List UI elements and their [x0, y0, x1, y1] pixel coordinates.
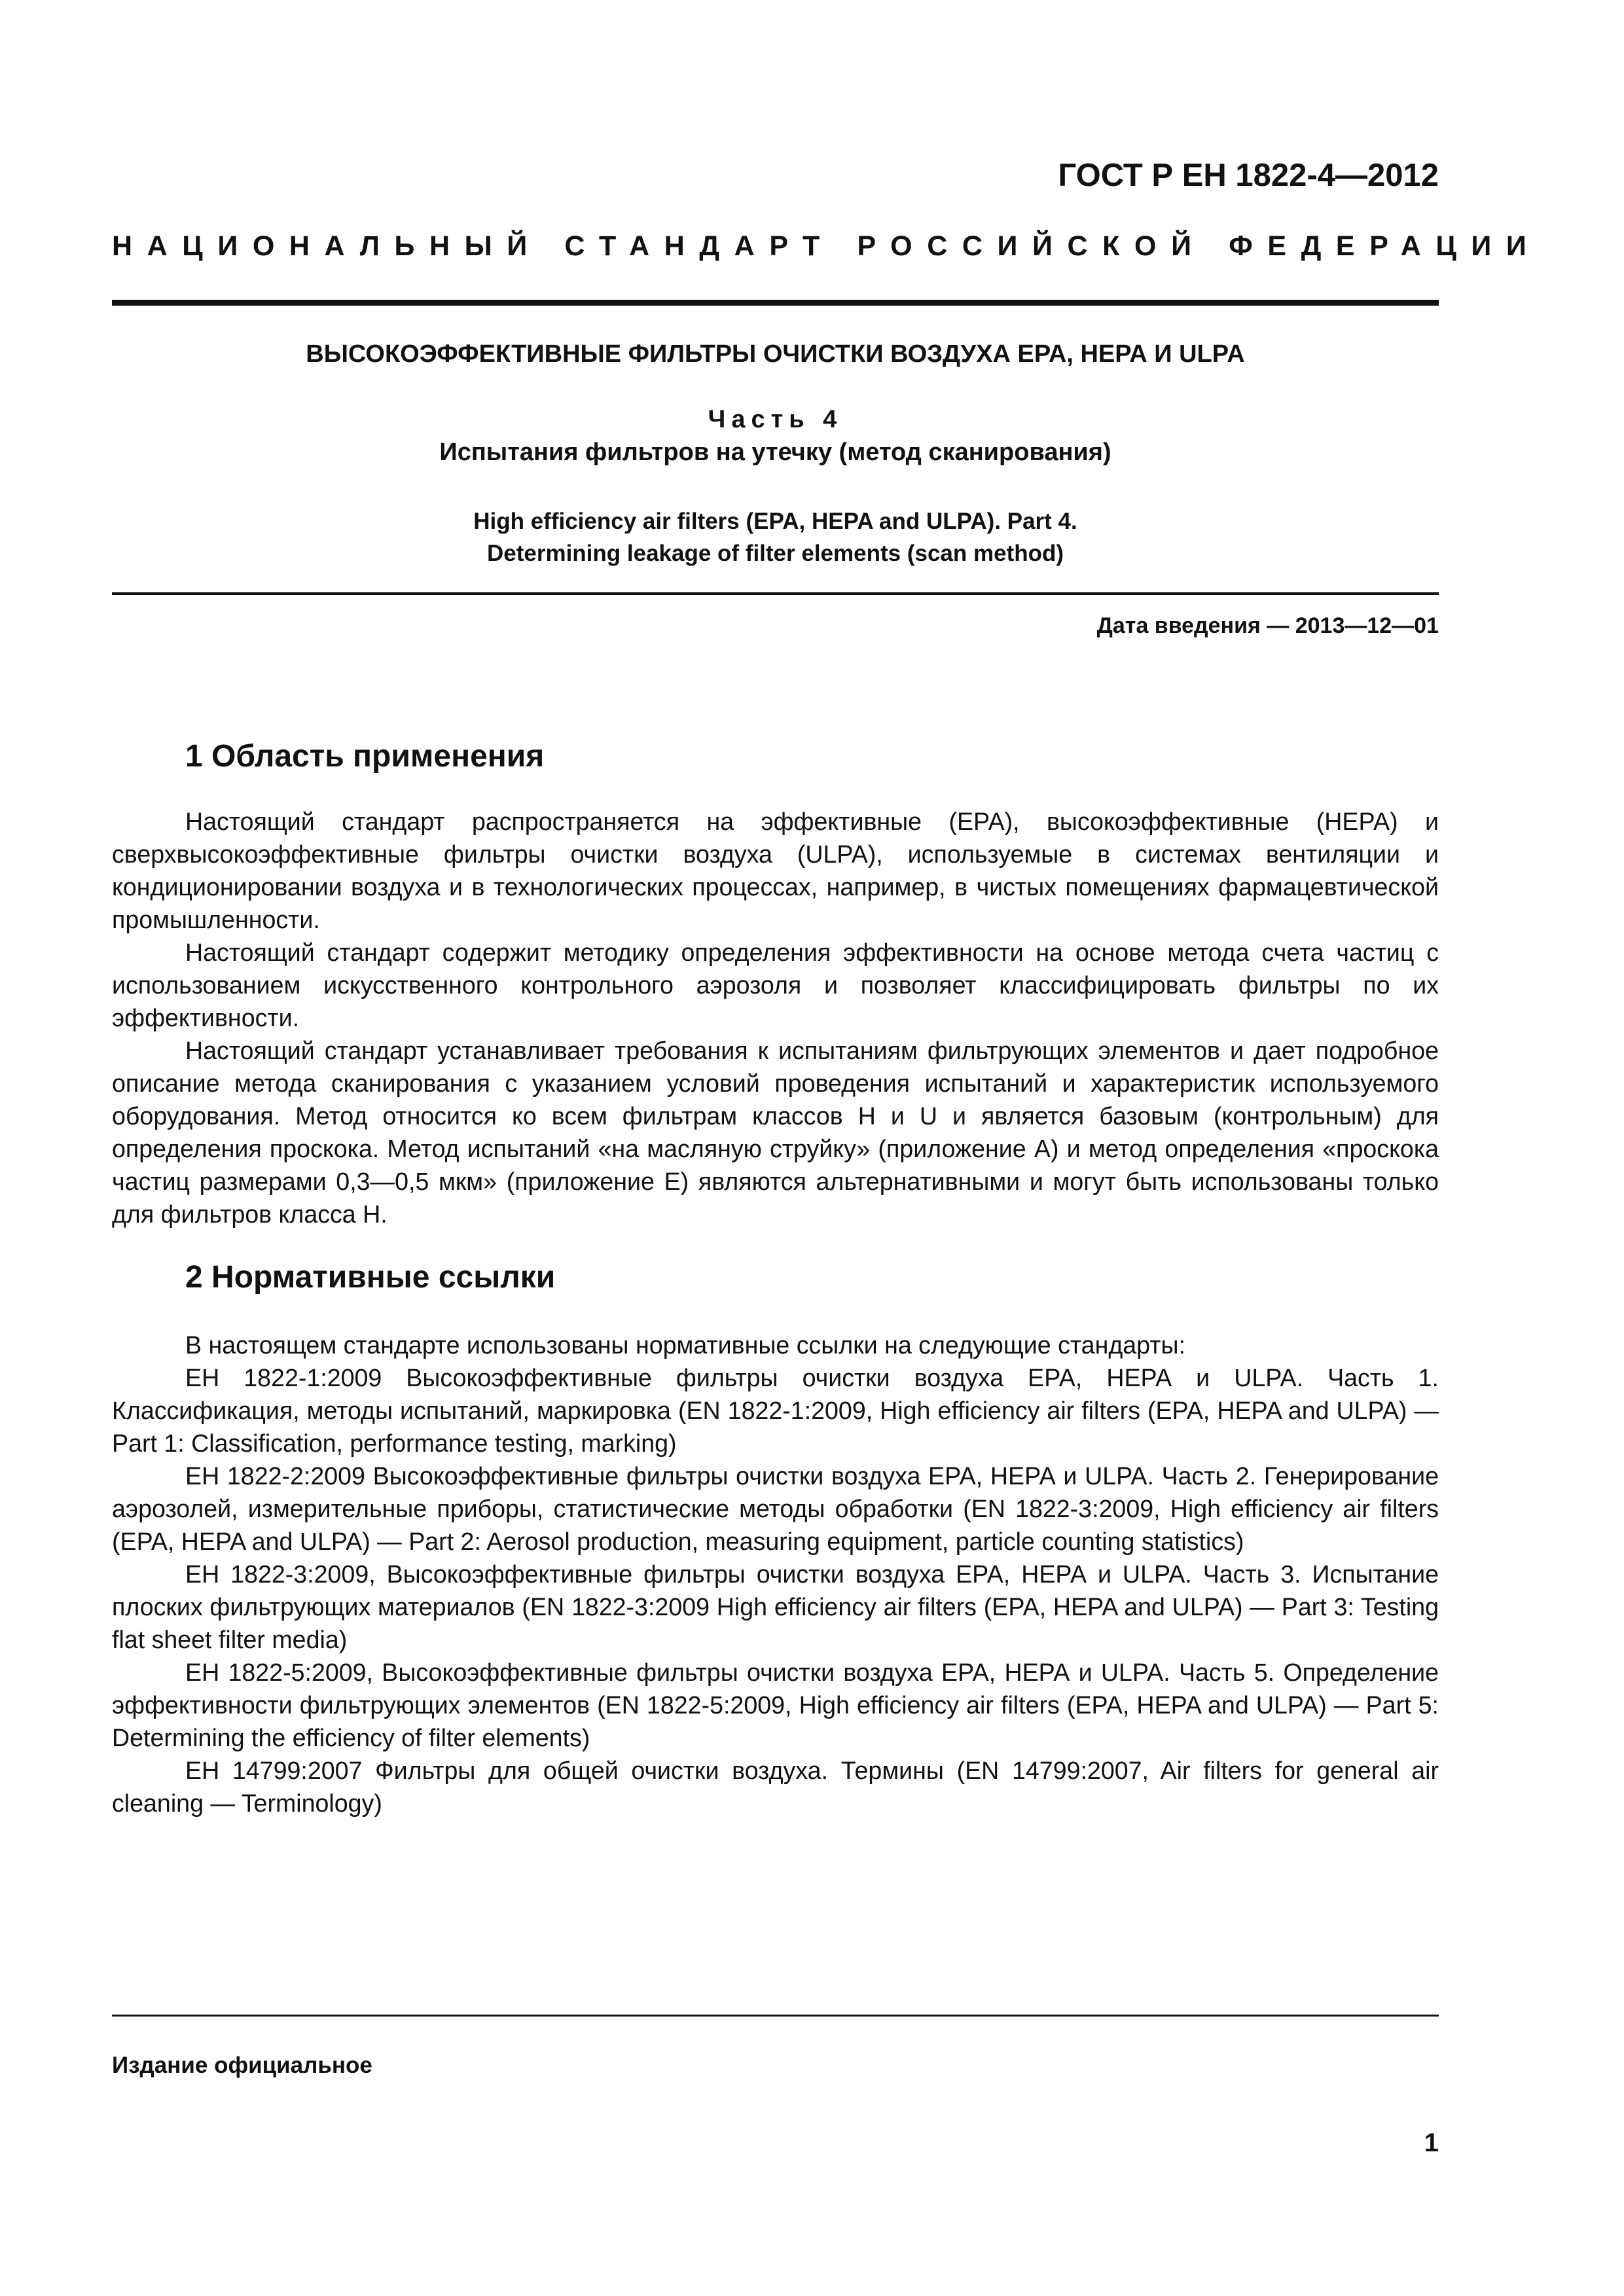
- section-1-heading: 1 Область применения: [185, 739, 545, 774]
- footer-divider: [112, 2015, 1439, 2017]
- title-divider: [112, 592, 1439, 595]
- reference-item: ЕН 1822-2:2009 Высокоэффективные фильтры очистки воздуха ЕРА, НЕРА и ULPA. Часть 2. Генерирование аэрозолей, измерительные приборы, статистические методы обработки (EN 1822-3:2009, High efficiency air filters (EPA, HEPA and ULPA) — Part 2: Aerosol production, measuring equipment, particle counting statistics): [112, 1462, 1439, 1555]
- english-title-line-1: High efficiency air filters (EPA, HEPA and ULPA). Part 4.: [473, 509, 1077, 534]
- english-title: [112, 505, 1439, 569]
- paragraph: Настоящий стандарт содержит методику определения эффективности на основе метода счета частиц с использованием искусственного контрольного аэрозоля и позволяет классифицировать фильтры по их эффективности.: [112, 939, 1439, 1031]
- section-2-heading: 2 Нормативные ссылки: [185, 1260, 556, 1295]
- paragraph: Настоящий стандарт устанавливает требования к испытаниям фильтрующих элементов и дает подробное описание метода сканирования с указанием условий проведения испытаний и характеристик используемого оборудования. Метод относится ко всем фильтрам классов Н и U и является базовым (контрольным) для определения проскока. Метод испытаний «на масляную струйку» (приложение А) и метод определения «проскока частиц размерами 0,3—0,5 мкм» (приложение Е) являются альтернативными и могут быть использованы только для фильтров класса Н.: [112, 1037, 1439, 1228]
- page-number: 1: [1424, 2128, 1439, 2157]
- part-subtitle: Испытания фильтров на утечку (метод сканирования): [439, 439, 1111, 466]
- edition-note: Издание официальное: [112, 2053, 372, 2078]
- reference-item: ЕН 14799:2007 Фильтры для общей очистки воздуха. Термины (EN 14799:2007, Air filters for general air cleaning — Terminology): [112, 1757, 1439, 1817]
- document-title: ВЫСОКОЭФФЕКТИВНЫЕ ФИЛЬТРЫ ОЧИСТКИ ВОЗДУХА ЕРА, НЕРА И ULPA: [306, 340, 1245, 368]
- reference-item: ЕН 1822-1:2009 Высокоэффективные фильтры очистки воздуха ЕРА, НЕРА и ULPA. Часть 1. Классификация, методы испытаний, маркировка (EN 1822-1:2009, High efficiency air filters (EPA, HEPA and ULPA) — Part 1: Classification, performance testing, marking): [112, 1364, 1439, 1457]
- national-standard-banner: НАЦИОНАЛЬНЫЙ СТАНДАРТ РОССИЙСКОЙ ФЕДЕРАЦИИ: [112, 230, 1542, 262]
- section-2-body: [112, 1329, 1439, 1820]
- english-title-line-2: Determining leakage of filter elements (scan method): [486, 541, 1064, 566]
- paragraph: Настоящий стандарт распространяется на эффективные (ЕРА), высокоэффективные (НЕРА) и сверхвысокоэффективные фильтры очистки воздуха (ULPA), используемые в системах вентиляции и кондиционировании воздуха и в технологических процессах, например, в чистых помещениях фармацевтической промышленности.: [112, 808, 1439, 933]
- paragraph: В настоящем стандарте использованы нормативные ссылки на следующие стандарты:: [185, 1331, 1185, 1359]
- standard-number: ГОСТ Р ЕН 1822-4—2012: [1058, 158, 1439, 193]
- reference-item: ЕН 1822-5:2009, Высокоэффективные фильтры очистки воздуха ЕРА, НЕРА и ULPA. Часть 5. Определение эффективности фильтрующих элементов (EN 1822-5:2009, High efficiency air filters (EPA, HEPA and ULPA) — Part 5: Determining the efficiency of filter elements): [112, 1659, 1439, 1751]
- part-label: Часть 4: [708, 406, 843, 433]
- section-1-body: [112, 805, 1439, 1230]
- date-of-introduction: Дата введения — 2013—12—01: [1096, 613, 1439, 638]
- header-divider: [112, 300, 1439, 306]
- reference-item: ЕН 1822-3:2009, Высокоэффективные фильтры очистки воздуха ЕРА, НЕРА и ULPA. Часть 3. Испытание плоских фильтрующих материалов (EN 1822-3:2009 High efficiency air filters (EPA, HEPA and ULPA) — Part 3: Testing flat sheet filter media): [112, 1560, 1439, 1653]
